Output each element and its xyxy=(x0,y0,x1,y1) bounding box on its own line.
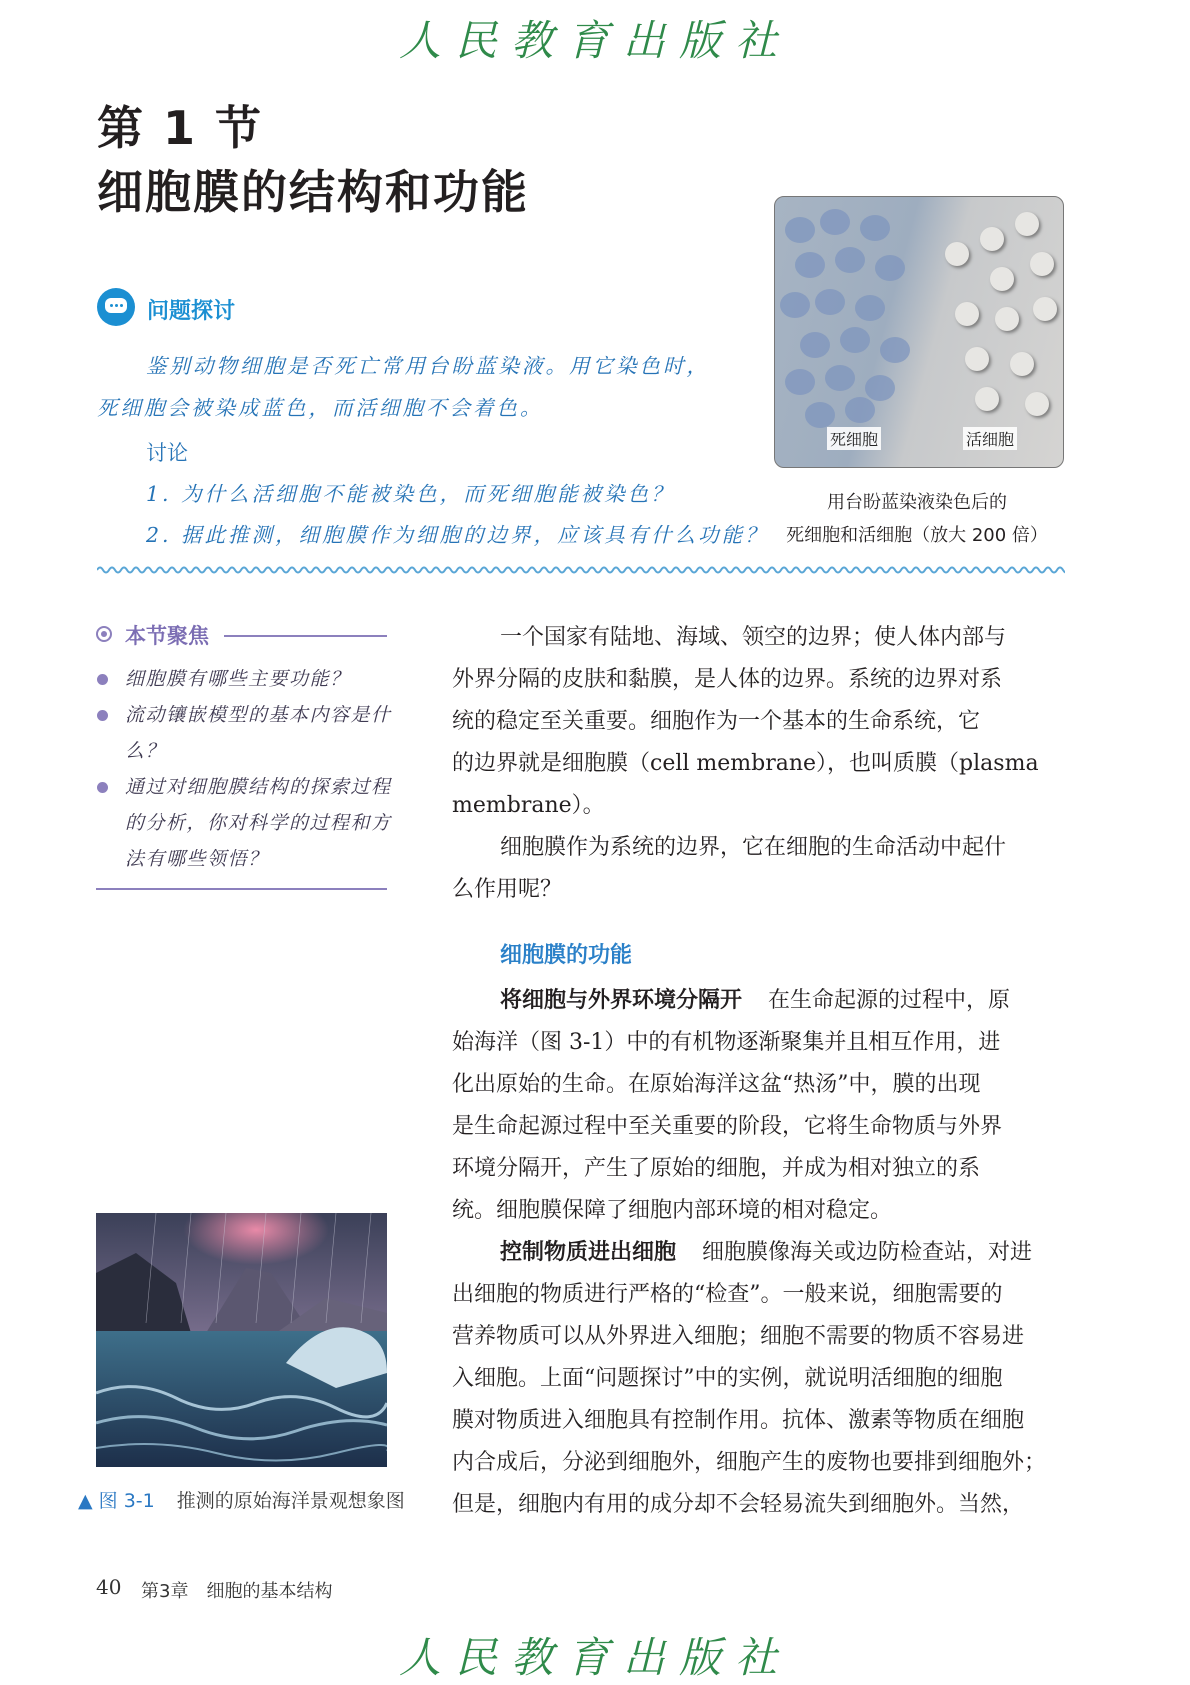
body-line: 膜对物质进入细胞具有控制作用。抗体、激素等物质在细胞 xyxy=(452,1408,1025,1433)
body-line: 外界分隔的皮肤和黏膜，是人体的边界。系统的边界对系 xyxy=(452,667,1003,692)
discuss-label: 讨论 xyxy=(146,441,188,465)
bullet-icon xyxy=(97,674,108,685)
bullet-icon xyxy=(97,782,108,793)
discuss-question-2: 2. 据此推测，细胞膜作为细胞的边界，应该具有什么功能？ xyxy=(146,523,769,547)
publisher-logo-bottom: 人民教育出版社 xyxy=(398,1633,791,1682)
body-line: 入细胞。上面“问题探讨”中的实例，就说明活细胞的细胞 xyxy=(452,1366,1003,1391)
triangle-icon: ▲ xyxy=(78,1490,99,1512)
focus-item: 么？ xyxy=(125,740,167,762)
body-line: 的边界就是细胞膜（cell membrane），也叫质膜（plasma xyxy=(452,751,1039,776)
paragraph-lead: 控制物质进出细胞 xyxy=(500,1240,677,1265)
target-icon xyxy=(96,626,112,642)
bullet-icon xyxy=(97,710,108,721)
body-line: 但是，细胞内有用的成分却不会轻易流失到细胞外。当然， xyxy=(452,1492,1025,1517)
publisher-logo-top: 人民教育出版社 xyxy=(398,16,791,65)
body-line: membrane）。 xyxy=(452,793,605,818)
discuss-question-1: 1. 为什么活细胞不能被染色，而死细胞能被染色？ xyxy=(146,482,675,506)
body-line: 始海洋（图 3-1）中的有机物逐渐聚集并且相互作用，进 xyxy=(452,1030,1001,1055)
body-line: 统。细胞膜保障了细胞内部环境的相对稳定。 xyxy=(452,1198,893,1223)
focus-title: 本节聚焦 xyxy=(125,624,209,648)
body-line: 一个国家有陆地、海域、领空的边界；使人体内部与 xyxy=(500,625,1007,650)
body-line: 出细胞的物质进行严格的“检查”。一般来说，细胞需要的 xyxy=(452,1282,1003,1307)
focus-item: 通过对细胞膜结构的探索过程 xyxy=(125,776,392,798)
photo-tag-live: 活细胞 xyxy=(963,427,1017,450)
photo-caption: 用台盼蓝染液染色后的 xyxy=(827,492,1007,513)
section-title: 细胞膜的结构和功能 xyxy=(97,165,529,219)
figure-caption xyxy=(78,1486,405,1513)
focus-divider xyxy=(96,888,387,890)
focus-divider xyxy=(224,635,387,637)
page-number: 40 xyxy=(96,1575,122,1599)
section-heading-functions: 细胞膜的功能 xyxy=(500,943,633,968)
body-line: 统的稳定至关重要。细胞作为一个基本的生命系统，它 xyxy=(452,709,981,734)
cell-staining-micrograph xyxy=(774,196,1064,468)
wavy-divider xyxy=(97,564,1065,576)
chat-bubble-icon xyxy=(97,288,135,326)
paragraph-lead: 将细胞与外界环境分隔开 xyxy=(500,988,743,1013)
chapter-label: 第3章 细胞的基本结构 xyxy=(141,1581,333,1602)
focus-item: 流动镶嵌模型的基本内容是什 xyxy=(125,704,392,726)
photo-tag-dead: 死细胞 xyxy=(827,427,881,450)
body-line: 营养物质可以从外界进入细胞；细胞不需要的物质不容易进 xyxy=(452,1324,1025,1349)
body-line-text: 细胞膜像海关或边防检查站，对进 xyxy=(702,1240,1033,1265)
inquiry-text-line: 死细胞会被染成蓝色，而活细胞不会着色。 xyxy=(97,396,544,420)
body-line: 是生命起源过程中至关重要的阶段，它将生命物质与外界 xyxy=(452,1114,1003,1139)
primitive-ocean-painting xyxy=(96,1213,387,1467)
body-line: 化出原始的生命。在原始海洋这盆“热汤”中，膜的出现 xyxy=(452,1072,981,1097)
inquiry-text-line: 鉴别动物细胞是否死亡常用台盼蓝染液。用它染色时， xyxy=(146,354,710,378)
focus-item: 细胞膜有哪些主要功能？ xyxy=(125,668,351,690)
photo-caption: 死细胞和活细胞（放大 200 倍） xyxy=(786,525,1048,546)
body-line: 细胞膜作为系统的边界，它在细胞的生命活动中起什 xyxy=(500,835,1007,860)
body-line: 么作用呢？ xyxy=(452,877,563,902)
body-line-text: 在生命起源的过程中，原 xyxy=(768,988,1011,1013)
inquiry-label: 问题探讨 xyxy=(147,299,236,324)
body-line xyxy=(500,983,1010,1014)
section-number: 第 1 节 xyxy=(97,101,264,155)
focus-item: 法有哪些领悟？ xyxy=(125,848,269,870)
body-line: 环境分隔开，产生了原始的细胞，并成为相对独立的系 xyxy=(452,1156,981,1181)
figure-caption-text: 推测的原始海洋景观想象图 xyxy=(176,1490,405,1512)
focus-item: 的分析，你对科学的过程和方 xyxy=(125,812,392,834)
body-line: 内合成后，分泌到细胞外，细胞产生的废物也要排到细胞外； xyxy=(452,1450,1047,1475)
body-line xyxy=(500,1235,1032,1266)
figure-number: 图 3-1 xyxy=(98,1490,155,1512)
